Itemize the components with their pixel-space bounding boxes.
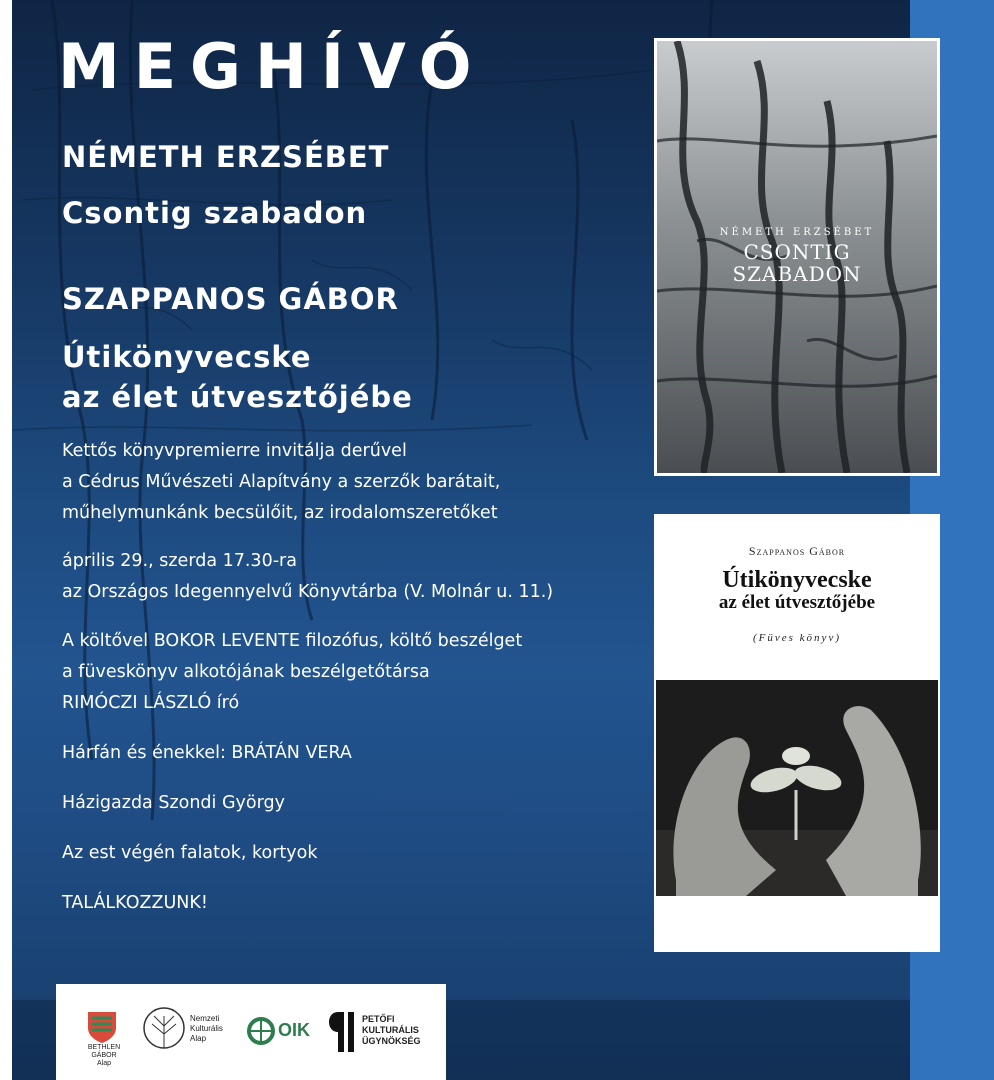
cover-author: NÉMETH ERZSÉBET <box>719 227 875 238</box>
author-2: SZAPPANOS GÁBOR <box>62 282 399 316</box>
book-2-title-line2: az élet útvesztőjébe <box>62 380 413 414</box>
intro-paragraph <box>62 436 622 529</box>
book-cover-utikonyvecske <box>654 514 940 952</box>
left-margin <box>0 0 12 1080</box>
bethlen-gabor-text <box>84 1044 124 1068</box>
hands-with-seedling-photo <box>656 680 938 896</box>
date-line: április 29., szerda 17.30-ra <box>62 551 297 571</box>
cover-author: Szappanos Gábor <box>748 544 846 558</box>
tree-icon <box>142 1006 186 1056</box>
pilcrow-icon <box>324 1010 358 1054</box>
nka-line: Alap <box>190 1034 207 1043</box>
petofi-logo <box>324 1010 358 1054</box>
intro-line: műhelymunkánk becsülőit, az irodalomszeretőket <box>62 503 498 523</box>
hands-illustration <box>656 680 938 896</box>
talk-line: RIMÓCZI LÁSZLÓ író <box>62 693 240 713</box>
nka-text <box>190 1014 223 1044</box>
page-title: MEGHÍVÓ <box>58 30 486 103</box>
petofi-text <box>362 1014 421 1047</box>
nka-tree-logo <box>142 1006 186 1056</box>
cover-title-line2: SZABADON <box>732 262 862 286</box>
food-line: Az est végén falatok, kortyok <box>62 843 318 863</box>
bethlen-name: BETHLEN GÁBOR <box>87 1044 121 1059</box>
book-1-title: Csontig szabadon <box>62 196 368 230</box>
cover-title: Útikönyvecske <box>722 567 872 593</box>
cover-tagline: (Füves könyv) <box>753 632 841 644</box>
book-2-title-line1: Útikönyvecske <box>62 340 312 374</box>
book-cover-csontig-szabadon <box>654 38 940 476</box>
intro-line: Kettős könyvpremierre invitálja derűvel <box>62 441 407 461</box>
sponsor-logos-panel <box>56 984 446 1080</box>
cover-title <box>657 241 937 285</box>
bethlen-sub: Alap <box>96 1060 111 1067</box>
music-line: Hárfán és énekkel: BRÁTÁN VERA <box>62 743 352 763</box>
cover-title-line1: CSONTIG <box>743 240 851 264</box>
cover-subtitle: az élet útvesztőjébe <box>718 592 876 613</box>
talk-line: a füveskönyv alkotójának beszélgetőtársa <box>62 662 430 682</box>
petofi-line: ÜGYNÖKSÉG <box>362 1036 421 1046</box>
closing-line: TALÁLKOZZUNK! <box>62 893 208 913</box>
bethlen-shield-icon <box>84 1008 120 1044</box>
oik-text: OIK <box>278 1020 311 1040</box>
bethlen-gabor-logo <box>84 1008 120 1044</box>
date-paragraph <box>62 546 622 608</box>
author-1: NÉMETH ERZSÉBET <box>62 140 390 174</box>
nka-line: Nemzeti <box>190 1014 220 1023</box>
nka-line: Kulturális <box>190 1024 223 1033</box>
talk-paragraph <box>62 626 622 719</box>
petofi-line: PETŐFI <box>362 1014 395 1024</box>
intro-line: a Cédrus Művészeti Alapítvány a szerzők barátait, <box>62 472 501 492</box>
petofi-line: KULTURÁLIS <box>362 1025 419 1035</box>
host-line: Házigazda Szondi György <box>62 793 285 813</box>
venue-line: az Országos Idegennyelvű Könyvtárba (V. Molnár u. 11.) <box>62 582 554 602</box>
talk-line: A költővel BOKOR LEVENTE filozófus, költő beszélget <box>62 631 523 651</box>
